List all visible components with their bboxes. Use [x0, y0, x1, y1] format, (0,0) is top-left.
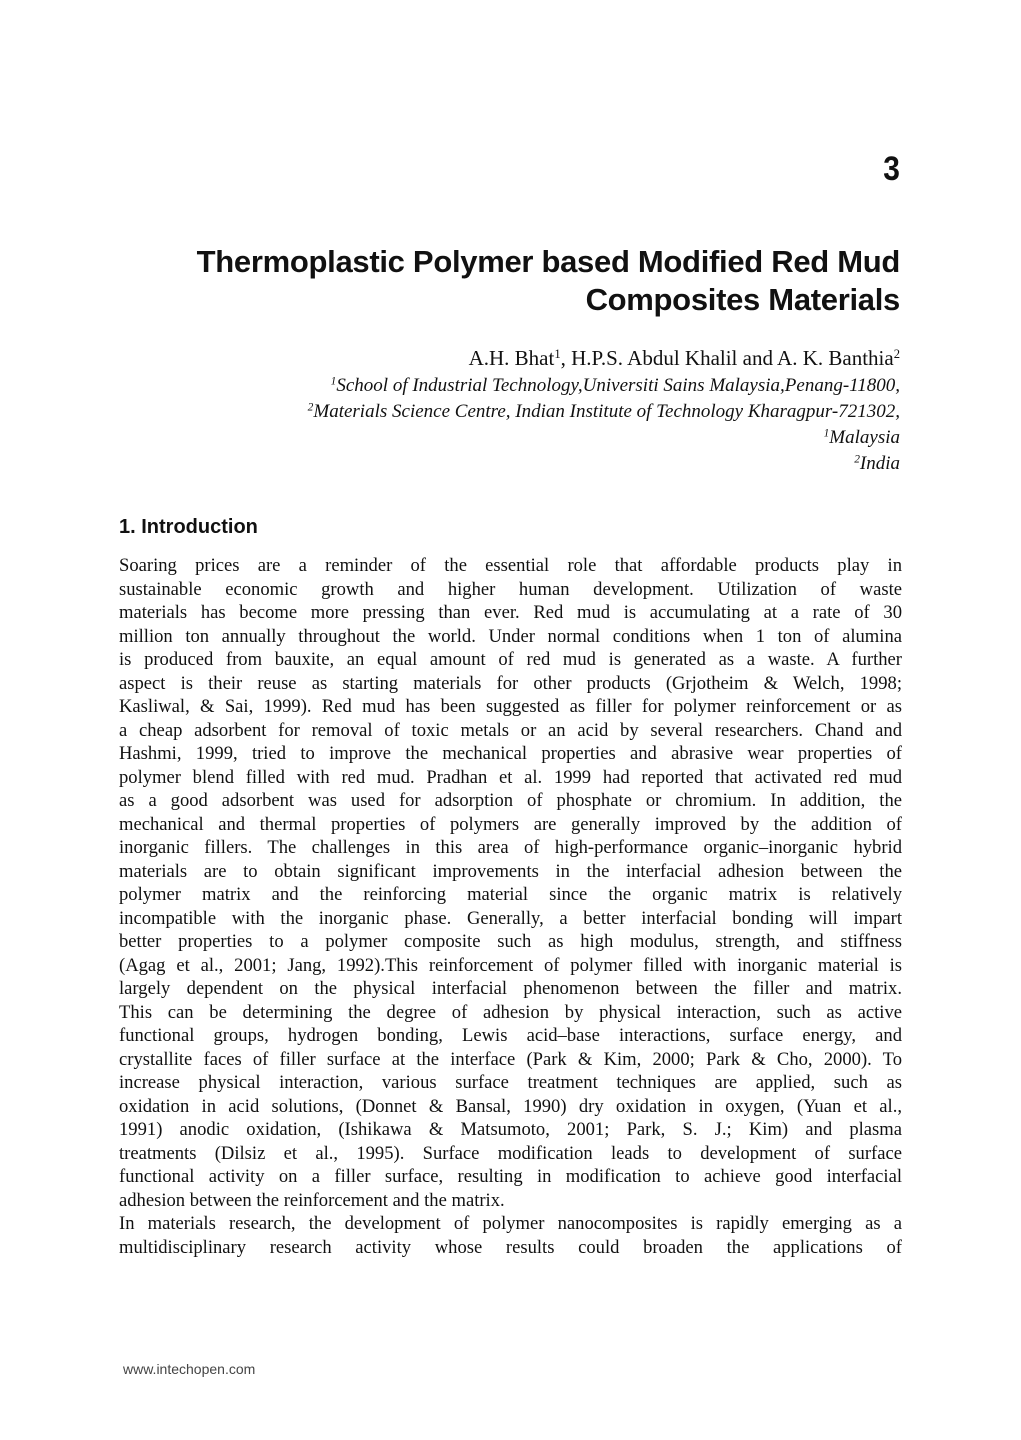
text-line: Hashmi, 1999, tried to improve the mechanical properties and abrasive wear properties of [119, 743, 902, 764]
text-line: materials has become more pressing than ever. Red mud is accumulating at a rate of 30 [119, 602, 902, 623]
text-line: In materials research, the development of polymer nanocomposites is rapidly emerging as a [119, 1213, 902, 1234]
text-line: treatments (Dilsiz et al., 1995). Surface modification leads to development of surface [119, 1142, 902, 1164]
text-line: polymer blend filled with red mud. Pradhan et al. 1999 had reported that activated red mud [119, 766, 902, 788]
text-line: oxidation in acid solutions, (Donnet & Bansal, 1990) dry oxidation in oxygen, (Yuan et al., [119, 1095, 902, 1117]
text-line: multidisciplinary research activity whose results could broaden the applications of [119, 1236, 902, 1258]
text-line: is produced from bauxite, an equal amount of red mud is generated as a waste. A further [119, 649, 902, 670]
text-line: inorganic fillers. The challenges in this area of high-performance organic–inorganic hybrid [119, 837, 902, 858]
text-line: mechanical and thermal properties of polymers are generally improved by the addition of [119, 813, 902, 835]
affiliation-country [308, 425, 900, 451]
chapter-title-line: Thermoplastic Polymer based Modified Red Mud [196, 244, 900, 279]
text-line: materials are to obtain significant improvements in the interfacial adhesion between the [119, 860, 902, 882]
author-list [469, 345, 900, 371]
text-line: 1991) anodic oxidation, (Ishikawa & Matsumoto, 2001; Park, S. J.; Kim) and plasma [119, 1119, 902, 1140]
affiliation-text: School of Industrial Technology,Universiti Sains Malaysia,Penang-11800, [336, 375, 900, 396]
text-line: a cheap adsorbent for removal of toxic metals or an acid by several researchers. Chand and [119, 719, 902, 741]
text-line: sustainable economic growth and higher human development. Utilization of waste [119, 578, 902, 600]
text-line: adhesion between the reinforcement and the matrix. [119, 1189, 505, 1211]
chapter-title-line: Composites Materials [585, 282, 900, 317]
text-line: crystallite faces of filler surface at the interface (Park & Kim, 2000; Park & Cho, 2000). To [119, 1048, 902, 1070]
affiliations [308, 373, 900, 477]
text-line: functional activity on a filler surface, resulting in modification to achieve good interfacial [119, 1166, 902, 1187]
chapter-number: 3 [883, 150, 900, 188]
text-line: Kasliwal, & Sai, 1999). Red mud has been suggested as filler for polymer reinforcement or as [119, 696, 902, 717]
text-line: as a good adsorbent was used for adsorption of phosphate or chromium. In addition, the [119, 790, 902, 811]
text-line: Soaring prices are a reminder of the essential role that affordable products play in [119, 555, 902, 576]
affiliation-line [308, 399, 900, 425]
section-heading: 1. Introduction [119, 516, 258, 538]
text-line: increase physical interaction, various surface treatment techniques are applied, such as [119, 1072, 902, 1093]
affiliation-marker: 1 [330, 375, 337, 388]
body-text [119, 554, 902, 1259]
text-line: million ton annually throughout the world. Under normal conditions when 1 ton of alumina [119, 625, 902, 647]
affiliation-marker: 2 [307, 401, 314, 414]
affiliation-text: Materials Science Centre, Indian Institute of Technology Kharagpur-721302, [313, 401, 900, 422]
affiliation-marker: 1 [554, 347, 561, 362]
text-line: aspect is their reuse as starting materials for other products (Grjotheim & Welch, 1998; [119, 672, 902, 694]
affiliation-line [308, 373, 900, 399]
affiliation-text: India [859, 453, 900, 474]
text-line: incompatible with the inorganic phase. Generally, a better interfacial bonding will impart [119, 907, 902, 929]
text-line: polymer matrix and the reinforcing material since the organic matrix is relatively [119, 884, 902, 905]
affiliation-marker: 2 [893, 347, 900, 362]
text-line: This can be determining the degree of adhesion by physical interaction, such as active [119, 1001, 902, 1023]
text-line: functional groups, hydrogen bonding, Lewis acid–base interactions, surface energy, and [119, 1025, 902, 1046]
author-names: , H.P.S. Abdul Khalil and A. K. Banthia [560, 346, 894, 370]
affiliation-marker: 1 [823, 427, 830, 440]
chapter-title [100, 243, 900, 319]
affiliation-marker: 2 [854, 453, 860, 466]
affiliation-country [308, 451, 900, 477]
text-line: (Agag et al., 2001; Jang, 1992).This reinforcement of polymer filled with inorganic material is [119, 954, 902, 976]
text-line: better properties to a polymer composite such as high modulus, strength, and stiffness [119, 931, 902, 952]
text-line: largely dependent on the physical interfacial phenomenon between the filler and matrix. [119, 978, 902, 999]
author-name: A.H. Bhat [468, 346, 555, 370]
affiliation-text: Malaysia [829, 427, 900, 448]
footer-url: www.intechopen.com [123, 1361, 256, 1377]
